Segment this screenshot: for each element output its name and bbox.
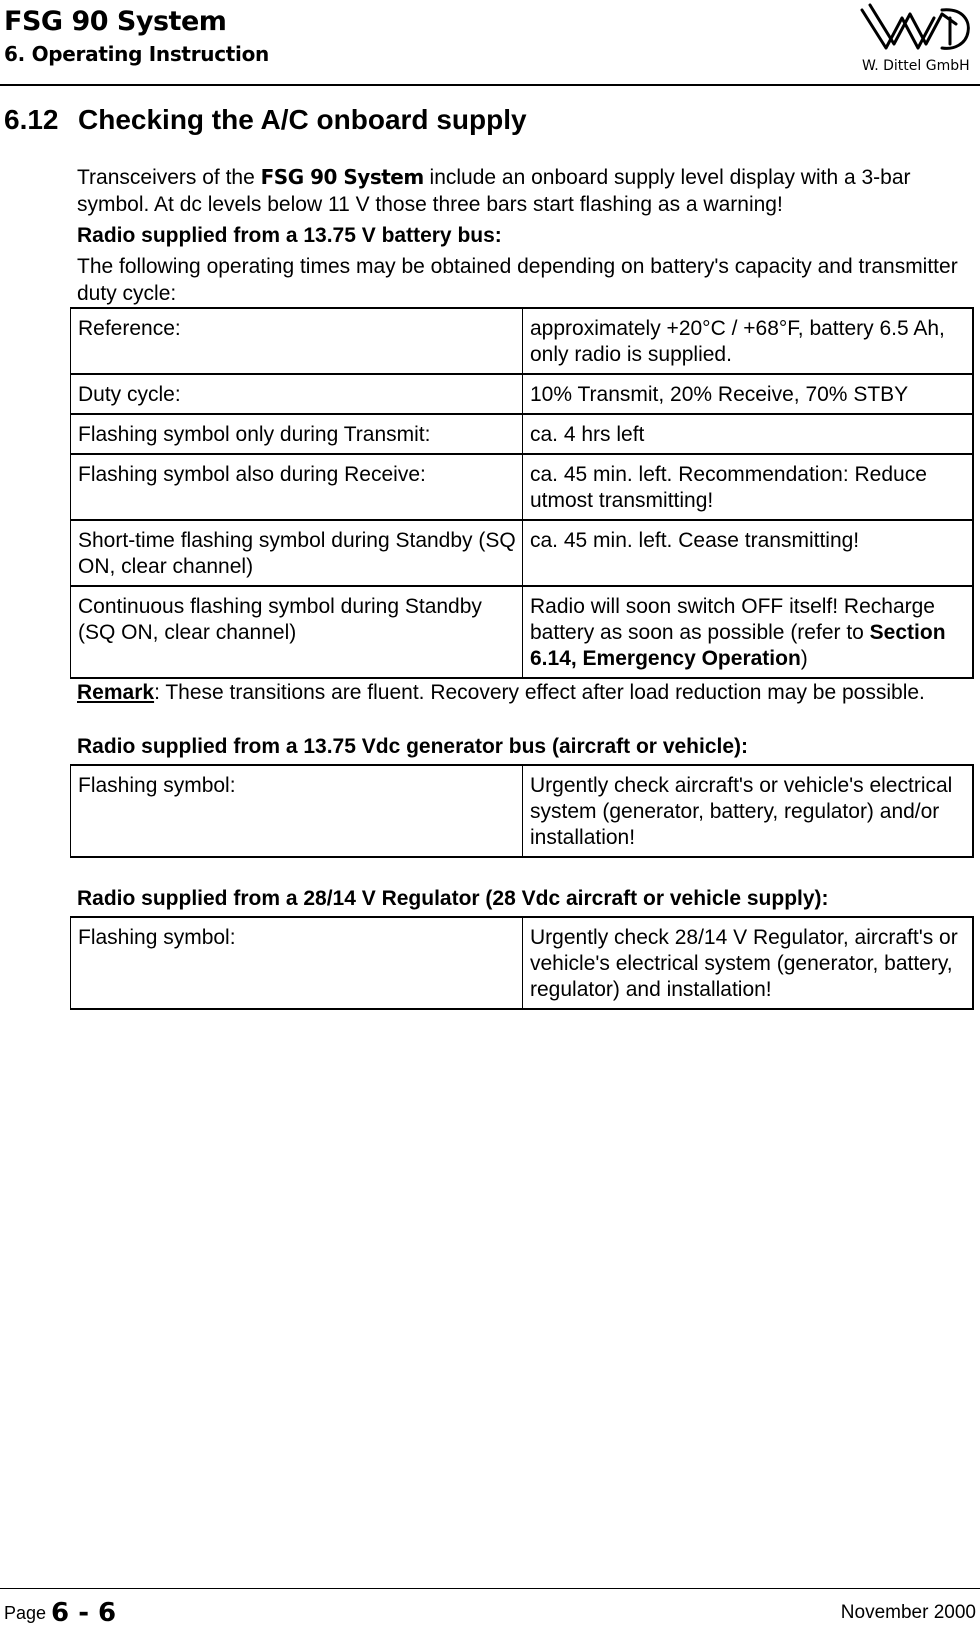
row-label: Flashing symbol: bbox=[71, 917, 523, 1009]
remark-text: : These transitions are fluent. Recovery effect after load reduction may be possible. bbox=[154, 681, 925, 704]
table-row bbox=[71, 520, 974, 586]
intro-text-end: include an onboard supply level display with a 3-bar symbol. At dc levels below 11 V those three bars start flashing as a warning! bbox=[77, 166, 911, 216]
row-value-text: Radio will soon switch OFF itself! Recharge battery as soon as possible (refer to bbox=[530, 595, 935, 644]
remark-paragraph bbox=[77, 679, 972, 706]
table-row bbox=[71, 917, 974, 1009]
row-value: ca. 45 min. left. Cease transmitting! bbox=[523, 520, 974, 586]
row-value: ca. 45 min. left. Recommendation: Reduce utmost transmitting! bbox=[523, 454, 974, 520]
remark-label: Remark bbox=[77, 681, 155, 704]
document-title: FSG 90 System bbox=[4, 6, 227, 37]
table-row bbox=[71, 374, 974, 414]
section-number: 6.12 bbox=[4, 104, 59, 135]
row-label: Reference: bbox=[71, 308, 523, 374]
row-value: 10% Transmit, 20% Receive, 70% STBY bbox=[523, 374, 974, 414]
intro-paragraph bbox=[77, 164, 972, 218]
battery-heading: Radio supplied from a 13.75 V battery bus: bbox=[77, 224, 502, 247]
brand-name: FSG 90 System bbox=[260, 165, 424, 189]
row-value-suffix: ) bbox=[800, 647, 808, 670]
row-value bbox=[523, 586, 974, 678]
page-number bbox=[4, 1598, 116, 1628]
row-value: Urgently check 28/14 V Regulator, aircraft's or vehicle's electrical system (generator, battery, regulator) and installation! bbox=[523, 917, 974, 1009]
regulator-table bbox=[70, 916, 974, 1010]
row-value: Urgently check aircraft's or vehicle's electrical system (generator, battery, regulator) and/or installation! bbox=[523, 765, 974, 857]
header-divider bbox=[0, 84, 980, 86]
row-value: ca. 4 hrs left bbox=[523, 414, 974, 454]
table-row bbox=[71, 586, 974, 678]
logo-caption: W. Dittel GmbH bbox=[862, 58, 970, 74]
row-label: Flashing symbol: bbox=[71, 765, 523, 857]
wd-logo-icon bbox=[858, 0, 976, 58]
page-header bbox=[0, 0, 980, 86]
generator-heading: Radio supplied from a 13.75 Vdc generator bus (aircraft or vehicle): bbox=[77, 735, 749, 758]
main-content bbox=[77, 164, 972, 1010]
row-label: Continuous flashing symbol during Standby (SQ ON, clear channel) bbox=[71, 586, 523, 678]
operating-times-paragraph: The following operating times may be obtained depending on battery's capacity and transmitter duty cycle: bbox=[77, 255, 958, 305]
row-label: Short-time flashing symbol during Standby (SQ ON, clear channel) bbox=[71, 520, 523, 586]
page-number-value: 6 - 6 bbox=[51, 1598, 117, 1628]
company-logo bbox=[858, 0, 976, 76]
page-label: Page bbox=[4, 1603, 52, 1623]
row-label: Flashing symbol only during Transmit: bbox=[71, 414, 523, 454]
battery-table bbox=[70, 307, 974, 679]
table-row bbox=[71, 414, 974, 454]
intro-text-start: Transceivers of the bbox=[77, 166, 261, 189]
row-value: approximately +20°C / +68°F, battery 6.5 Ah, only radio is supplied. bbox=[523, 308, 974, 374]
regulator-heading: Radio supplied from a 28/14 V Regulator (28 Vdc aircraft or vehicle supply): bbox=[77, 887, 829, 910]
table-row bbox=[71, 308, 974, 374]
generator-table bbox=[70, 764, 974, 858]
document-date: November 2000 bbox=[840, 1602, 976, 1623]
footer-divider bbox=[0, 1588, 980, 1589]
table-row bbox=[71, 765, 974, 857]
chapter-title: 6. Operating Instruction bbox=[4, 42, 269, 66]
section-reference: Section 6.14, Emergency Operation bbox=[530, 621, 946, 670]
row-label: Flashing symbol also during Receive: bbox=[71, 454, 523, 520]
table-row bbox=[71, 454, 974, 520]
section-heading bbox=[4, 104, 527, 136]
section-title-text: Checking the A/C onboard supply bbox=[78, 104, 527, 135]
row-label: Duty cycle: bbox=[71, 374, 523, 414]
